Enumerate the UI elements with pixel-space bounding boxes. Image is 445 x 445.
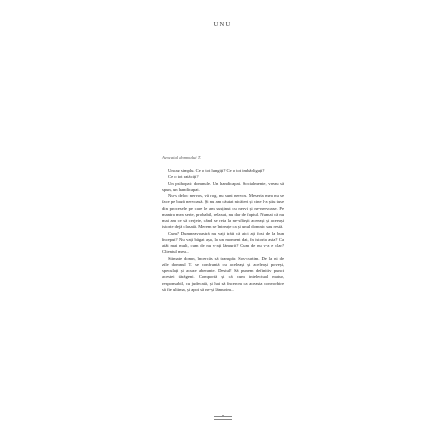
separator-line <box>214 416 232 417</box>
chapter-number: UNU <box>213 21 232 28</box>
chapter-epigraph: Avocatul domnului T. <box>162 155 202 160</box>
body-text <box>162 168 284 293</box>
paragraph: Cum? Dumneavoastră nu vați trăit că aici ați fost de la bun început? Nu vați băgat așa, la un moment dat, în istoria asta? Ca atât mai mult, cum de nu v-ați lămurit? Cum de nu v-a e clar? Clientul meu... <box>162 230 284 255</box>
paragraph: Ce o tot ratăciți? <box>168 174 199 180</box>
paragraph: Stimate domn, încercăs să transpăr. Sos-curtim. De la ni de zile domnul T. se confruntă cu aceleași și aceleași poveșt, speculați și acuze aberante. Destul! Să punem definitiv punct acestei tărăgeni. Comportă și că cum intelectual matur, responsabil, cu judecată, și hai să încercm ca aceasta convorbire să fie ultima, și apoi să ne-și lămurim... <box>162 255 284 292</box>
section-separator-ornament <box>214 414 232 424</box>
paragraph: Nu-s deloc nervos, vă rog, nu sunt nervos. Meseria mea nu se face pe bază nervoasă. Și nu am căutat nicăieri și cine l-a știu tuse din procesele pe care le am susținut cu nervi și ne-nervoase. Pe mantra mea serie, probabil, relaxat, nu dar de faptul. Numai că nu mai am ce să cerjeie, când se reia la ne-sfârșit aceeași și aceeași istorie dejă clasată. Merem se întreațe ca și unul domnic sau restă. <box>162 193 284 230</box>
paragraph: Uncaz simplu. Ce o tot lungiți? Ce o tot imbârligați? <box>168 168 265 173</box>
paragraph: Un psihopat: domnule. Un handicapat. Socialmente, vreau să spun, un handicapat. <box>162 180 284 192</box>
separator-line <box>214 419 232 420</box>
